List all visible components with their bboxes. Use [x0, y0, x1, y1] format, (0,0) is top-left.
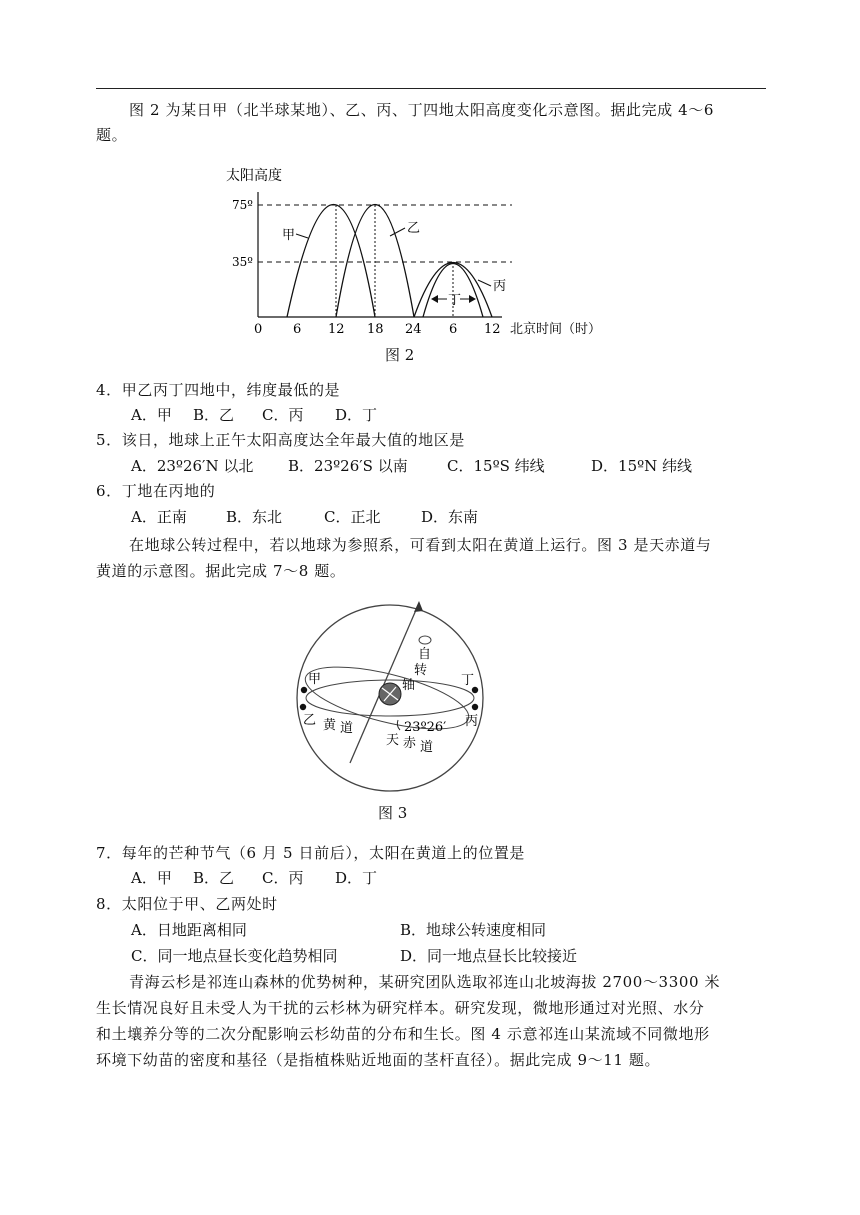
figure-2-sun-altitude-chart	[220, 162, 640, 342]
q7-stem: 7．每年的芒种节气（6 月 5 日前后），太阳在黄道上的位置是	[96, 844, 526, 862]
figure-3-caption: 图 3	[378, 804, 408, 822]
q7-option-b[interactable]: B．乙	[193, 869, 235, 887]
q6-stem: 6．丁地在丙地的	[96, 482, 216, 500]
point-yi	[300, 704, 306, 710]
q8-option-d[interactable]: D．同一地点昼长比较接近	[400, 947, 578, 965]
axis-arrow-head	[414, 601, 423, 612]
figure-3-celestial-sphere	[290, 598, 490, 798]
q4-option-a[interactable]: A．甲	[131, 406, 172, 424]
point-bing	[472, 704, 478, 710]
q4-stem: 4．甲乙丙丁四地中，纬度最低的是	[96, 381, 341, 399]
intro-paragraph-3-line-2: 生长情况良好且未受人为干扰的云杉林为研究样本。研究发现，微地形通过对光照、水分	[96, 999, 705, 1017]
x-tick-12: 12	[328, 322, 345, 337]
x-tick-12b: 12	[484, 322, 501, 337]
q6-option-a[interactable]: A．正南	[131, 508, 187, 526]
pointer-bing	[478, 280, 491, 286]
q8-stem: 8．太阳位于甲、乙两处时	[96, 895, 278, 913]
q4-option-b[interactable]: B．乙	[193, 406, 235, 424]
q6-option-c[interactable]: C．正北	[324, 508, 381, 526]
q8-option-b[interactable]: B．地球公转速度相同	[400, 921, 547, 939]
intro-paragraph-1-line-1: 图 2 为某日甲（北半球某地）、乙、丙、丁四地太阳高度变化示意图。据此完成 4～6	[129, 101, 715, 119]
y-axis-label: 太阳高度	[226, 168, 282, 184]
q7-option-d[interactable]: D．丁	[335, 869, 378, 887]
q5-option-b[interactable]: B．23º26′S 以南	[288, 457, 408, 475]
rotation-arrow-ring	[419, 636, 431, 644]
header-rule	[96, 88, 766, 89]
y-tick-75: 75º	[232, 198, 253, 212]
label-ecliptic-dao: 道	[340, 721, 354, 736]
q5-option-a[interactable]: A．23º26′N 以北	[131, 457, 254, 475]
q4-option-c[interactable]: C．丙	[262, 406, 304, 424]
q4-option-d[interactable]: D．丁	[335, 406, 378, 424]
label-axis-zhuan: 转	[414, 663, 428, 678]
intro-paragraph-1-line-2: 题。	[96, 126, 128, 144]
x-tick-6: 6	[293, 322, 302, 337]
label-yi: 乙	[407, 221, 421, 236]
intro-paragraph-2-line-2: 黄道的示意图。据此完成 7～8 题。	[96, 562, 346, 580]
label-obliquity-angle: 23º26′	[404, 720, 447, 735]
label-axis-zi: 自	[418, 647, 432, 662]
x-axis-label: 北京时间（时）	[510, 322, 602, 337]
point-jia	[301, 687, 307, 693]
curve-jia	[287, 205, 375, 318]
label-ecliptic-huang: 黄	[323, 718, 337, 733]
y-tick-35: 35º	[232, 255, 253, 269]
q7-option-a[interactable]: A．甲	[131, 869, 172, 887]
label-yi: 乙	[303, 713, 317, 728]
intro-paragraph-3-line-4: 环境下幼苗的密度和基径（是指植株贴近地面的茎杆直径）。据此完成 9～11 题。	[96, 1051, 661, 1069]
intro-paragraph-3-line-1: 青海云杉是祁连山森林的优势树种，某研究团队选取祁连山北坡海拔 2700～3300 米	[129, 973, 721, 991]
label-ding: 丁	[461, 673, 475, 688]
label-equator-tian: 天	[386, 733, 400, 748]
figure-2-caption: 图 2	[385, 346, 415, 364]
label-ding: 丁	[448, 293, 462, 308]
intro-paragraph-3-line-3: 和土壤养分等的二次分配影响云杉幼苗的分布和生长。图 4 示意祁连山某流域不同微地形	[96, 1025, 710, 1043]
label-bing: 丙	[493, 279, 507, 294]
q7-option-c[interactable]: C．丙	[262, 869, 304, 887]
label-jia: 甲	[308, 672, 322, 687]
label-jia: 甲	[282, 228, 296, 243]
q8-option-a[interactable]: A．日地距离相同	[131, 921, 247, 939]
q5-stem: 5．该日，地球上正午太阳高度达全年最大值的地区是	[96, 431, 465, 449]
q8-option-c[interactable]: C．同一地点昼长变化趋势相同	[131, 947, 338, 965]
label-axis-zhou: 轴	[402, 678, 416, 693]
q6-option-b[interactable]: B．东北	[226, 508, 283, 526]
intro-paragraph-2-line-1: 在地球公转过程中，若以地球为参照系，可看到太阳在黄道上运行。图 3 是天赤道与	[129, 536, 712, 554]
label-bing: 丙	[465, 714, 479, 729]
x-tick-6b: 6	[449, 322, 458, 337]
label-equator-chi: 赤	[403, 736, 417, 751]
x-tick-0: 0	[254, 322, 263, 337]
pointer-yi	[390, 228, 405, 236]
x-tick-18: 18	[367, 322, 384, 337]
q5-option-c[interactable]: C．15ºS 纬线	[447, 457, 545, 475]
q5-option-d[interactable]: D．15ºN 纬线	[591, 457, 693, 475]
label-equator-dao: 道	[420, 740, 434, 755]
pointer-jia	[296, 234, 308, 238]
q6-option-d[interactable]: D．东南	[421, 508, 479, 526]
x-tick-24: 24	[405, 322, 422, 337]
